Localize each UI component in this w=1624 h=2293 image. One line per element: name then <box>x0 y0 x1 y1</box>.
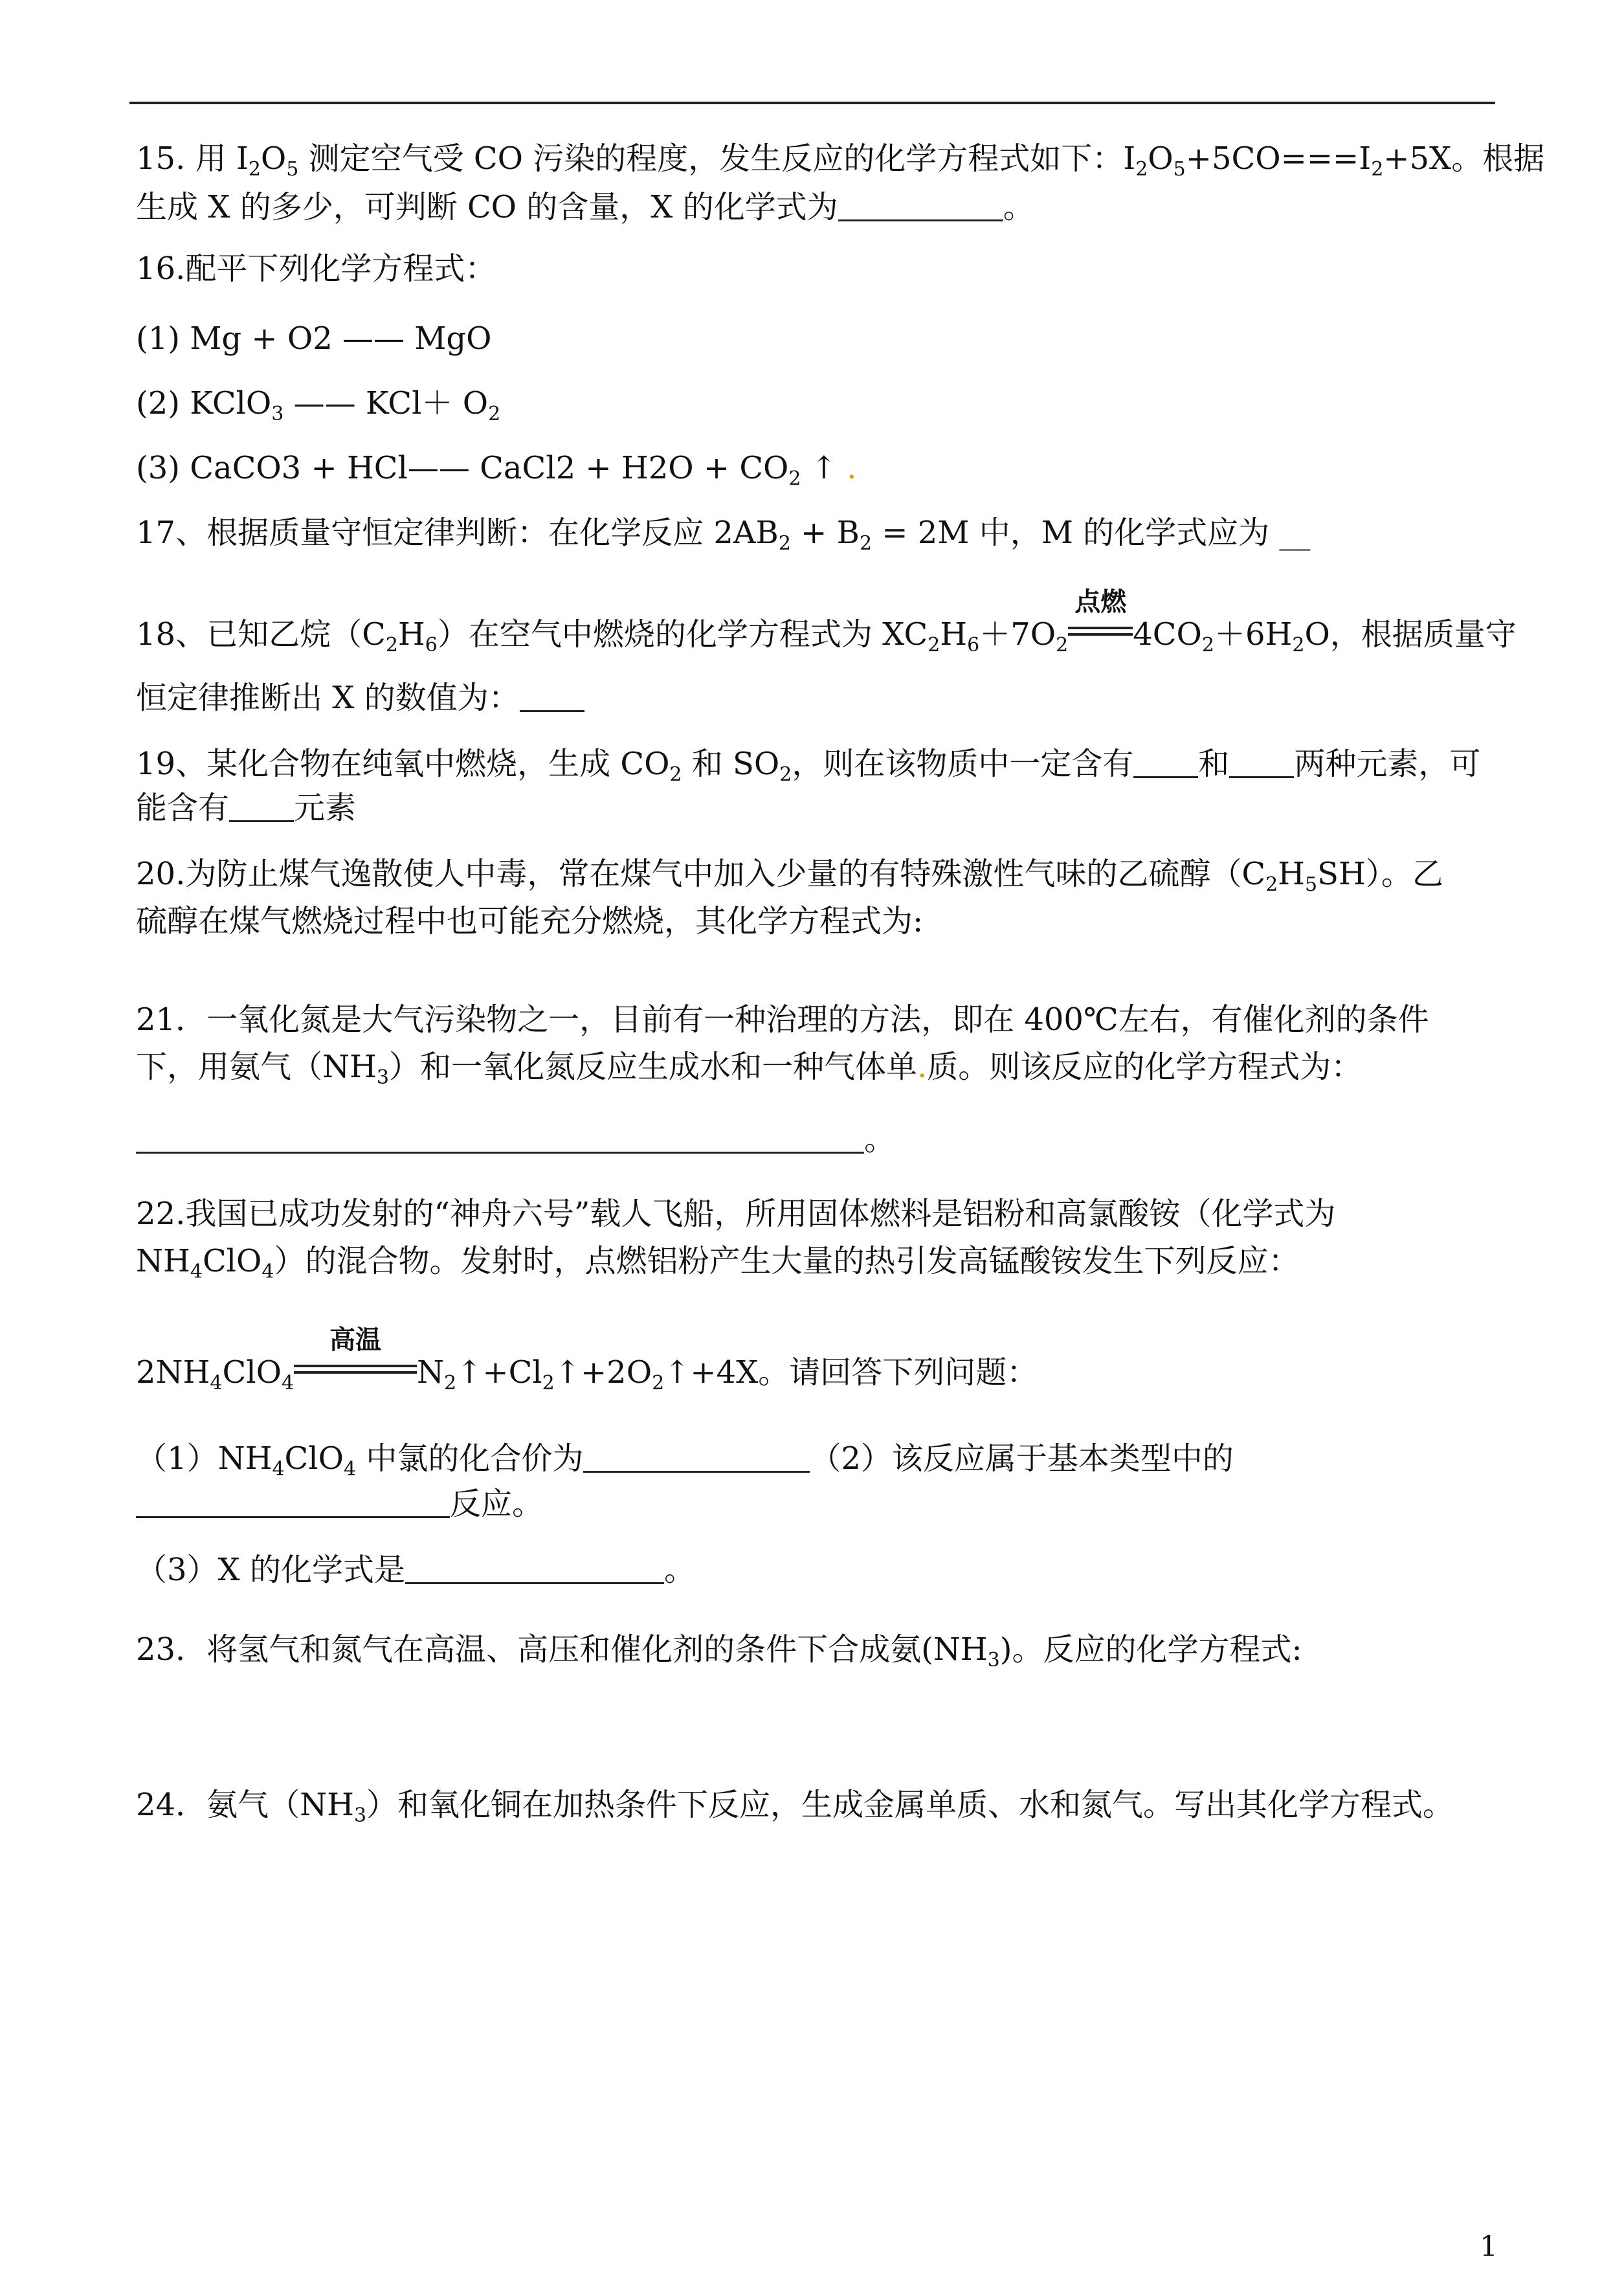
q21-line1: 21．一氧化氮是大气污染物之一，目前有一种治理的方法，即在 400℃左右，有催化剂的条件 <box>136 1001 1429 1038</box>
answer-blank[interactable] <box>838 191 1003 221</box>
answer-blank[interactable] <box>229 792 294 822</box>
q20-line2: 硫醇在煤气燃烧过程中也可能充分燃烧，其化学方程式为: <box>136 903 924 939</box>
answer-blank[interactable] <box>520 682 584 712</box>
q15-line1: 15. 用 $I_2O_5$ 测定空气受 CO 污染的程度，发生反应的化学方程式如下：$I_2O_5+5CO===I_2+5X$。根据 <box>136 140 1545 181</box>
q19-line2: 能含有 元素 <box>136 790 357 826</box>
answer-blank[interactable] <box>583 1442 810 1473</box>
q17-line: 17、根据质量守恒定律判断：在化学反应 $2AB_2 + B_2 = 2M$ 中，M 的化学式应为 __ <box>136 515 1311 555</box>
q21-line3: 。 <box>136 1120 895 1159</box>
q16-title: 16.配平下列化学方程式： <box>136 251 496 287</box>
q16-part3: (3) CaCO3 + HCl—— CaCl2 + $H2O + CO_2$ ↑ . <box>136 450 857 490</box>
reaction-condition: 点燃 <box>1068 627 1133 645</box>
q15-line2: 生成 X 的多少，可判断 CO 的含量，X 的化学式为 。 <box>136 189 1034 225</box>
q21-line2: 下，用氨气$(NH_3)$和一氧化氮反应生成水和一种气体单.质。则该反应的化学方程式为： <box>136 1049 1363 1089</box>
q24-line: 24．氨气$(NH_3)$和氧化铜在加热条件下反应，生成金属单质、水和氮气。写出其化学方程式。 <box>136 1787 1454 1827</box>
page-number: 1 <box>1480 2230 1498 2263</box>
q22-equation: $2NH_4ClO_4$ 高温 $N_2↑+Cl_2↑+2O_2↑+4X$。请回答下列问题： <box>136 1325 1038 1394</box>
q22-line2: $NH_4ClO_4$）的混合物。发射时，点燃铝粉产生大量的热引发高锰酸铵发生下列反应： <box>136 1243 1300 1283</box>
q23-line: 23．将氢气和氮气在高温、高压和催化剂的条件下合成氨$(NH_3)$。反应的化学方程式: <box>136 1631 1302 1672</box>
reaction-condition: 高温 <box>294 1365 417 1383</box>
answer-blank[interactable] <box>1133 748 1198 778</box>
answer-blank[interactable] <box>136 1123 864 1154</box>
q18-line1: 18、已知乙烷$(C_2H_6)$在空气中燃烧的化学方程式为 $XC_2H_6+7O_2$ 点燃 $4CO_2+6H_2O$，根据质量守 <box>136 587 1517 656</box>
q22-sub2: 反应。 <box>136 1484 543 1523</box>
q22-sub1: $(1)NH_4ClO_4$ 中氯的化合价为 （2）该反应属于基本类型中的 <box>136 1440 1234 1481</box>
q18-line2: 恒定律推断出 X 的数值为： <box>136 678 584 717</box>
q16-part2: (2) KClO$_3$ —— $KCl+ O_2$ <box>136 385 501 425</box>
q20-line1: 20.为防止煤气逸散使人中毒，常在煤气中加入少量的有特殊激性气味的乙硫醇$(C_2H_5SH)$。乙 <box>136 856 1443 896</box>
answer-blank[interactable] <box>405 1554 664 1584</box>
q19-line1: 19、某化合物在纯氧中燃烧，生成 $CO_2$ 和 $SO_2$，则在该物质中一定含有 和 两种元素，可 <box>136 746 1481 786</box>
q22-line1: 22.我国已成功发射的“神舟六号”载人飞船，所用固体燃料是铝粉和高氯酸铵（化学式为 <box>136 1196 1336 1232</box>
q22-sub3: （3）X 的化学式是 。 <box>136 1552 695 1588</box>
answer-blank[interactable] <box>1229 748 1294 778</box>
answer-blank[interactable] <box>136 1488 450 1518</box>
header-rule <box>129 102 1495 104</box>
q16-part1: (1) Mg + O2 —— MgO <box>136 320 492 357</box>
